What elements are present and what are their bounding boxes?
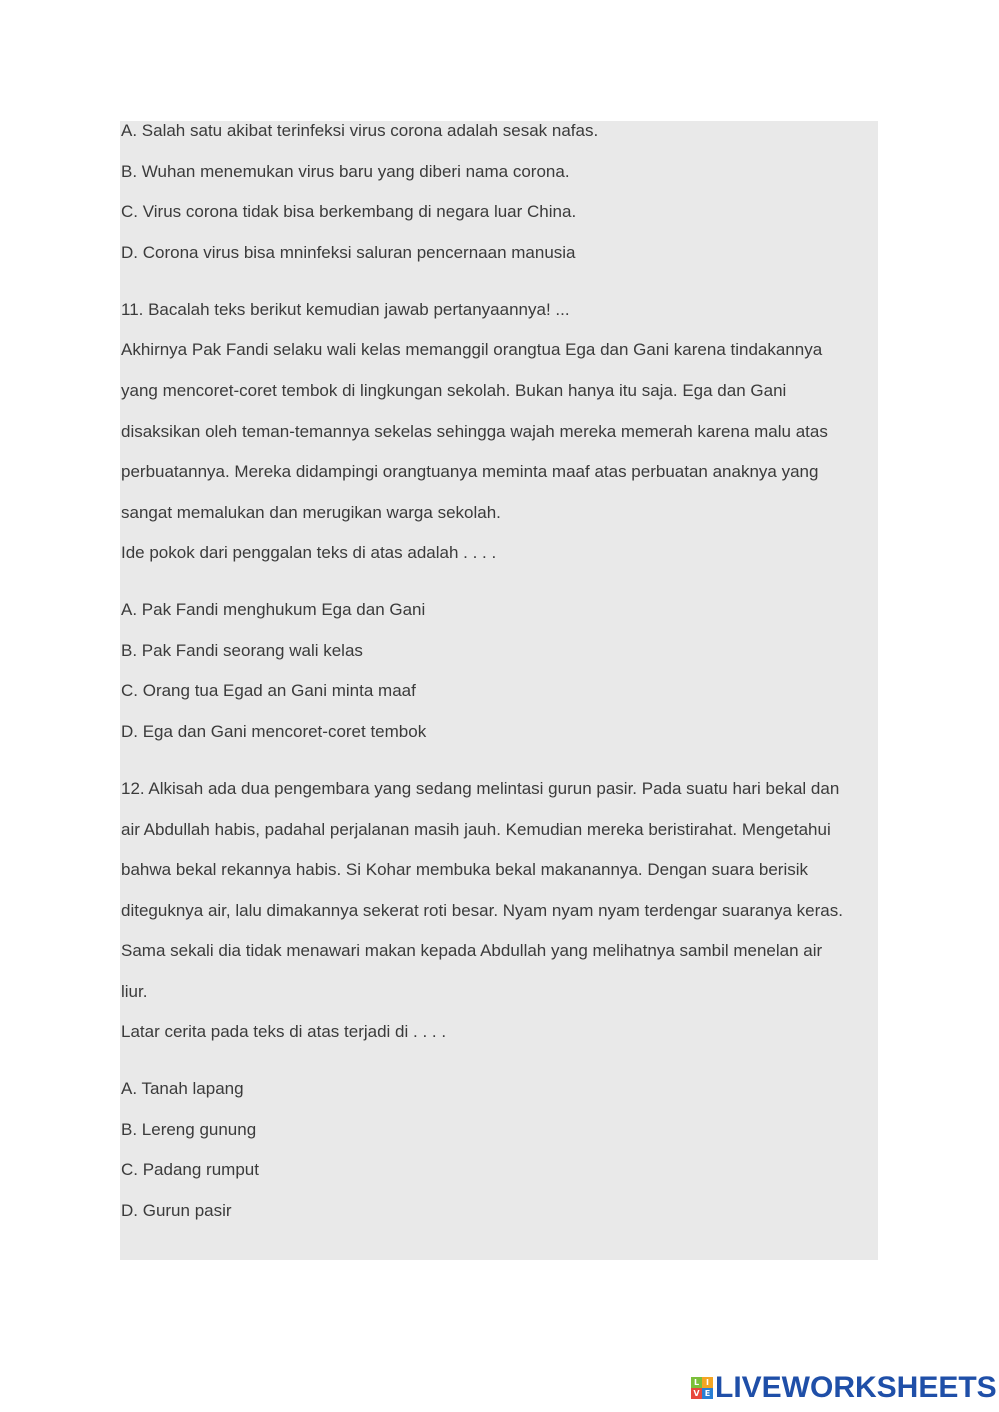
q11-option-c: C. Orang tua Egad an Gani minta maaf xyxy=(121,681,416,700)
q12-passage-line: 12. Alkisah ada dua pengembara yang sedang melintasi gurun pasir. Pada suatu hari bekal dan xyxy=(121,779,840,798)
logo-mark-letter: L xyxy=(691,1377,702,1388)
q12-passage-line: liur. xyxy=(121,982,148,1001)
liveworksheets-logo-icon xyxy=(691,1377,713,1399)
q10-option-b: B. Wuhan menemukan virus baru yang diberi nama corona. xyxy=(121,162,570,181)
q10-option-c: C. Virus corona tidak bisa berkembang di negara luar China. xyxy=(121,202,577,221)
q12-option-b: B. Lereng gunung xyxy=(121,1120,257,1139)
q11-question: Ide pokok dari penggalan teks di atas adalah . . . . xyxy=(121,543,497,562)
q11-prompt: 11. Bacalah teks berikut kemudian jawab pertanyaannya! ... xyxy=(121,300,570,319)
q11-passage-line: sangat memalukan dan merugikan warga sekolah. xyxy=(121,503,501,522)
q11-option-a: A. Pak Fandi menghukum Ega dan Gani xyxy=(121,600,426,619)
q11-passage-line: disaksikan oleh teman-temannya sekelas sehingga wajah mereka memerah karena malu atas xyxy=(121,422,828,441)
logo-mark-letter: I xyxy=(702,1377,713,1388)
q12-option-d: D. Gurun pasir xyxy=(121,1201,232,1220)
q11-option-b: B. Pak Fandi seorang wali kelas xyxy=(121,641,363,660)
q12-question: Latar cerita pada teks di atas terjadi di . . . . xyxy=(121,1022,447,1041)
q12-passage-line: air Abdullah habis, padahal perjalanan masih jauh. Kemudian mereka beristirahat. Mengetahui xyxy=(121,820,831,839)
q10-option-d: D. Corona virus bisa mninfeksi saluran pencernaan manusia xyxy=(121,243,576,262)
q11-option-d: D. Ega dan Gani mencoret-coret tembok xyxy=(121,722,427,741)
q11-passage-line: yang mencoret-coret tembok di lingkungan sekolah. Bukan hanya itu saja. Ega dan Gani xyxy=(121,381,787,400)
logo-text: LIVEWORKSHEETS xyxy=(715,1371,997,1404)
q11-passage-line: Akhirnya Pak Fandi selaku wali kelas memanggil orangtua Ega dan Gani karena tindakannya xyxy=(121,340,823,359)
q10-option-a: A. Salah satu akibat terinfeksi virus corona adalah sesak nafas. xyxy=(121,121,599,140)
q12-option-c: C. Padang rumput xyxy=(121,1160,259,1179)
q12-passage-line: Sama sekali dia tidak menawari makan kepada Abdullah yang melihatnya sambil menelan air xyxy=(121,941,823,960)
q11-passage-line: perbuatannya. Mereka didampingi orangtuanya meminta maaf atas perbuatan anaknya yang xyxy=(121,462,819,481)
logo-mark-letter: V xyxy=(691,1388,702,1399)
liveworksheets-logo xyxy=(691,1372,997,1404)
logo-mark-letter: E xyxy=(702,1388,713,1399)
q12-passage-line: diteguknya air, lalu dimakannya sekerat roti besar. Nyam nyam nyam terdengar suaranya keras. xyxy=(121,901,843,920)
q12-option-a: A. Tanah lapang xyxy=(121,1079,244,1098)
q12-passage-line: bahwa bekal rekannya habis. Si Kohar membuka bekal makanannya. Dengan suara berisik xyxy=(121,860,809,879)
